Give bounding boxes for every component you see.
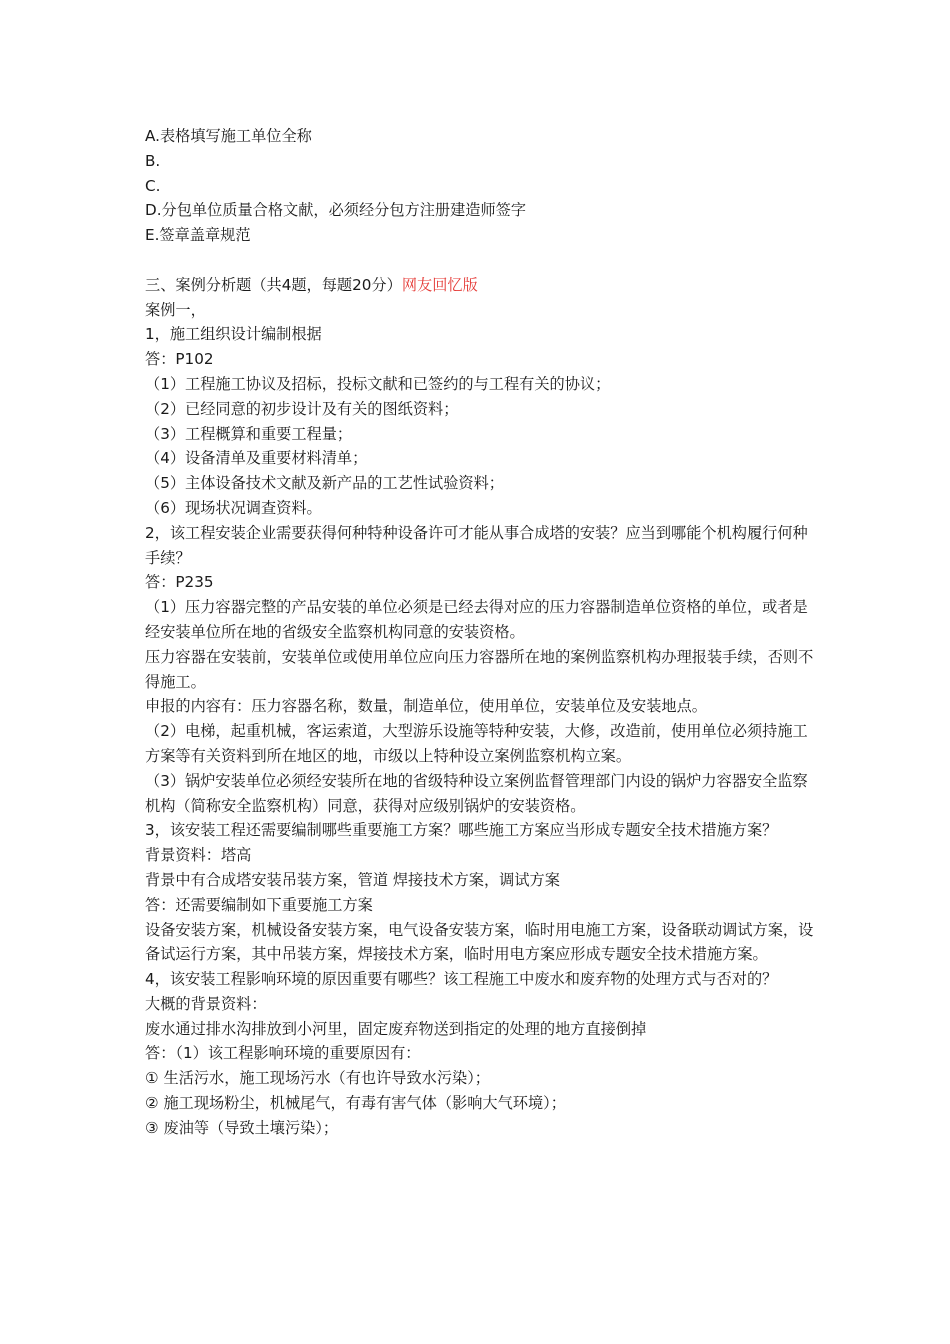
question-2: 2，该工程安装企业需要获得何种特种设备许可才能从事合成塔的安装？应当到哪能个机构履行何种手续？ [145,523,808,567]
case-title: 案例一， [145,300,206,319]
answer-2-item: （1）压力容器完整的产品安装的单位必须是已经去得对应的压力容器制造单位资格的单位，或者是经安装单位所在地的省级安全监察机构同意的安装资格。 [145,598,808,641]
section-heading-text: 三、案例分析题（共4题，每题20分） [145,275,402,294]
option-b: B. [145,151,161,170]
option-a: A.表格填写施工单位全称 [145,127,312,145]
option-d: D.分包单位质量合格文献，必须经分包方注册建造师签字 [145,201,527,220]
answer-1-item: （4）设备清单及重要材料清单； [145,449,368,468]
section-heading-tag: 网友回忆版 [401,275,478,294]
answer-3-line: 设备安装方案，机械设备安装方案，电气设备安装方案，临时用电施工方案，设备联动调试方案，设备试运行方案，其中吊装方案，焊接技术方案，临时用电方案应形成专题安全技术措施方案。 [145,920,814,964]
answer-1-item: （1）工程施工协议及招标，投标文献和已签约的与工程有关的协议； [145,374,611,393]
answer-1-item: （5）主体设备技术文献及新产品的工艺性试验资料； [145,474,504,493]
answer-3-line: 答：还需要编制如下重要施工方案 [145,895,373,914]
option-e: E.签章盖章规范 [145,226,251,245]
question-3: 3，该安装工程还需要编制哪些重要施工方案？哪些施工方案应当形成专题安全技术措施方案？ [145,821,778,840]
question-1: 1，施工组织设计编制根据 [145,325,322,344]
document-body [145,124,817,1141]
option-c: C. [145,176,161,195]
answer-2-item: 压力容器在安装前，安装单位或使用单位应向压力容器所在地的案例监察机构办理报装手续，否则不得施工。 [145,647,814,691]
blank-line [145,248,817,273]
answer-1-ref: 答：P102 [145,350,214,369]
answer-4-line: ① 生活污水，施工现场污水（有也许导致水污染）； [145,1069,490,1088]
answer-2-item: （3）锅炉安装单位必须经安装所在地的省级特种设立案例监督管理部门内设的锅炉力容器安全监察机构（简称安全监察机构）同意，获得对应级别锅炉的安装资格。 [145,771,808,815]
answer-1-item: （2）已经同意的初步设计及有关的图纸资料； [145,399,459,418]
answer-3-line: 背景中有合成塔安装吊装方案，管道 焊接技术方案，调试方案 [145,870,560,889]
section-heading [145,273,817,298]
answer-4-line: ③ 废油等（导致土壤污染）； [145,1118,339,1137]
answer-4-line: 答：（1）该工程影响环境的重要原因有： [145,1044,421,1063]
answer-4-line: 废水通过排水沟排放到小河里，固定废弃物送到指定的处理的地方直接倒掉 [145,1019,647,1038]
answer-1-item: （6）现场状况调查资料。 [145,498,322,517]
answer-3-line: 背景资料：塔高 [145,846,252,865]
answer-1-item: （3）工程概算和重要工程量； [145,424,353,443]
answer-2-item: 申报的内容有：压力容器名称，数量，制造单位，使用单位，安装单位及安装地点。 [145,697,707,716]
answer-4-line: ② 施工现场粉尘，机械尾气，有毒有害气体（影响大气环境）； [145,1094,566,1113]
question-4: 4，该安装工程影响环境的原因重要有哪些？该工程施工中废水和废弃物的处理方式与否对的？ [145,970,778,989]
answer-2-ref: 答：P235 [145,573,214,592]
answer-2-item: （2）电梯，起重机械，客运索道，大型游乐设施等特种安装，大修，改造前，使用单位必须持施工方案等有关资料到所在地区的地，市级以上特种设立案例监察机构立案。 [145,722,808,765]
answer-4-line: 大概的背景资料： [145,994,267,1013]
